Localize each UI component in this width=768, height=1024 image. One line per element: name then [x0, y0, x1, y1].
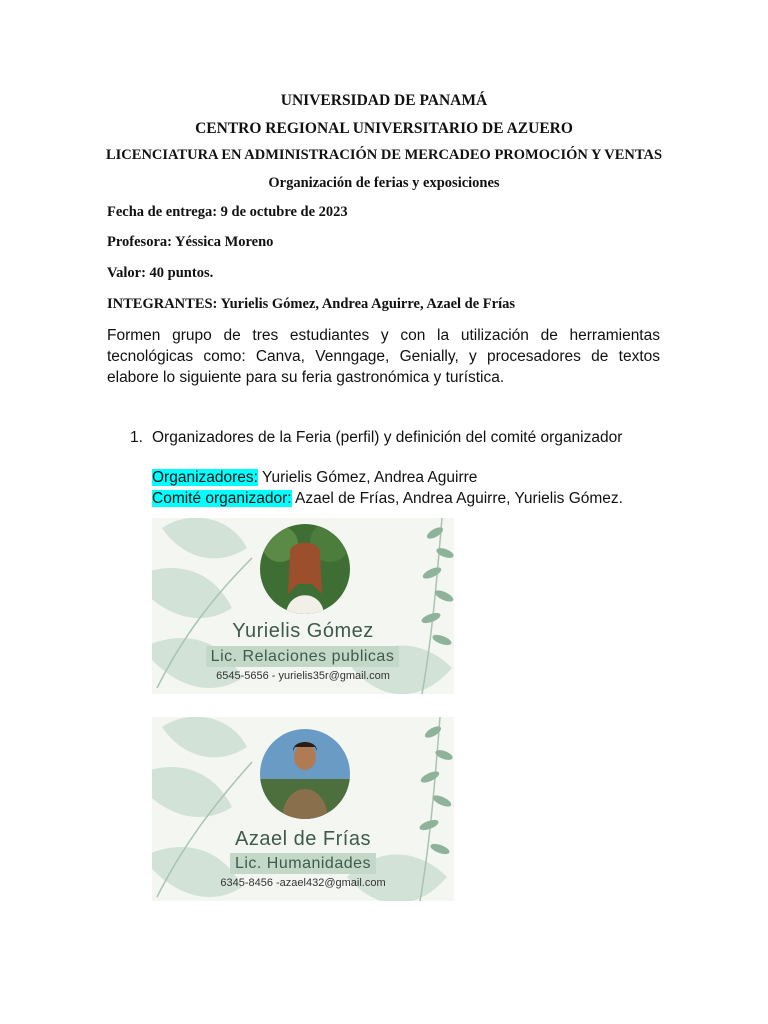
- regional-center-heading: CENTRO REGIONAL UNIVERSITARIO DE AZUERO: [195, 120, 573, 137]
- committee-value: Azael de Frías, Andrea Aguirre, Yurielis Gómez.: [291, 490, 623, 507]
- card-title: Lic. Humanidades: [230, 853, 376, 874]
- members: INTEGRANTES: Yurielis Gómez, Andrea Aguirre, Azael de Frías: [107, 296, 516, 312]
- value-points: Valor: 40 puntos.: [107, 265, 214, 281]
- organizers-line: [152, 469, 477, 487]
- person-avatar-icon: [260, 729, 350, 819]
- list-number: 1.: [130, 429, 143, 446]
- due-date: Fecha de entrega: 9 de octubre de 2023: [107, 204, 348, 220]
- profile-card: [152, 717, 454, 901]
- committee-line: [152, 490, 623, 508]
- instructions-paragraph: Formen grupo de tres estudiantes y con la utilización de herramientas tecnológicas como: Canva, Venngage, Genially, y procesadores de textos elabore lo siguiente para su feria gastronómica y turística.: [107, 327, 660, 386]
- list-item: [130, 429, 622, 447]
- profile-photo: [260, 729, 350, 819]
- organizers-label: Organizadores:: [152, 469, 258, 486]
- organizers-value: Yurielis Gómez, Andrea Aguirre: [257, 469, 478, 486]
- professor: Profesora: Yéssica Moreno: [107, 234, 274, 250]
- profile-photo: [260, 524, 350, 614]
- degree-heading: LICENCIATURA EN ADMINISTRACIÓN DE MERCADEO PROMOCIÓN Y VENTAS: [105, 147, 663, 163]
- card-name: Yurielis Gómez: [232, 620, 374, 642]
- university-heading: UNIVERSIDAD DE PANAMÁ: [280, 92, 488, 109]
- card-contact: 6545-5656 - yurielis35r@gmail.com: [216, 670, 390, 682]
- course-heading: Organización de ferias y exposiciones: [268, 175, 500, 191]
- card-contact: 6345-8456 -azael432@gmail.com: [220, 877, 386, 889]
- committee-label: Comité organizador:: [152, 490, 292, 507]
- card-title: Lic. Relaciones publicas: [206, 646, 399, 667]
- card-name: Azael de Frías: [235, 828, 371, 850]
- person-avatar-icon: [260, 524, 350, 614]
- list-item-text: Organizadores de la Feria (perfil) y definición del comité organizador: [152, 429, 623, 446]
- profile-card: [152, 518, 454, 694]
